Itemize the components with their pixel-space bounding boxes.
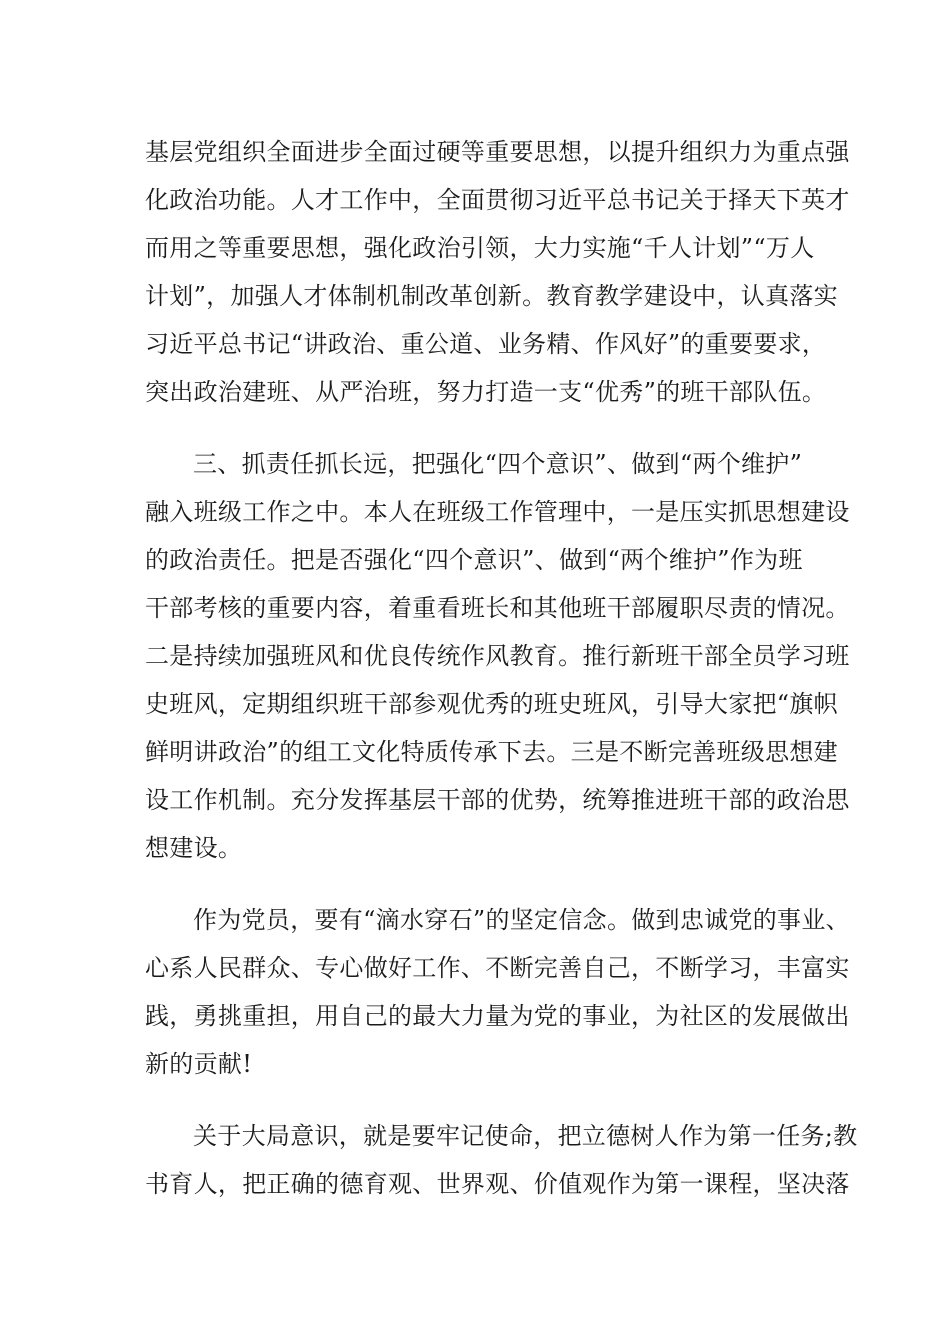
paragraph-line: 基层党组织全面进步全面过硬等重要思想，以提升组织力为重点强 xyxy=(145,138,850,166)
paragraph-line: 设工作机制。充分发挥基层干部的优势，统筹推进班干部的政治思 xyxy=(145,786,850,814)
paragraph-4 xyxy=(145,1112,858,1208)
paragraph-1 xyxy=(145,128,850,416)
paragraph-line: 而用之等重要思想，强化政治引领，大力实施“千人计划”“万人 xyxy=(145,234,815,262)
paragraph-line: 融入班级工作之中。本人在班级工作管理中，一是压实抓思想建设 xyxy=(145,498,850,526)
paragraph-line: 史班风，定期组织班干部参观优秀的班史班风，引导大家把“旗帜 xyxy=(145,690,838,718)
paragraph-line: 新的贡献! xyxy=(145,1050,253,1078)
paragraph-line: 书育人，把正确的德育观、世界观、价值观作为第一课程，坚决落 xyxy=(145,1170,850,1198)
paragraph-line: 关于大局意识，就是要牢记使命，把立德树人作为第一任务;教 xyxy=(193,1122,858,1150)
paragraph-line: 鲜明讲政治”的组工文化特质传承下去。三是不断完善班级思想建 xyxy=(145,738,838,766)
paragraph-3 xyxy=(145,896,850,1088)
paragraph-2 xyxy=(145,440,850,872)
paragraph-line: 践，勇挑重担，用自己的最大力量为党的事业，为社区的发展做出 xyxy=(145,1002,850,1030)
paragraph-line: 干部考核的重要内容，着重看班长和其他班干部履职尽责的情况。 xyxy=(145,594,850,622)
paragraph-line: 想建设。 xyxy=(145,834,243,862)
paragraph-line: 计划”，加强人才体制机制改革创新。教育教学建设中，认真落实 xyxy=(145,282,838,310)
paragraph-line: 三、抓责任抓长远，把强化“四个意识”、做到“两个维护” xyxy=(193,450,803,478)
paragraph-line: 二是持续加强班风和优良传统作风教育。推行新班干部全员学习班 xyxy=(145,642,850,670)
paragraph-line: 习近平总书记“讲政治、重公道、业务精、作风好”的重要要求， xyxy=(145,330,827,358)
paragraph-line: 突出政治建班、从严治班，努力打造一支“优秀”的班干部队伍。 xyxy=(145,378,827,406)
paragraph-line: 的政治责任。把是否强化“四个意识”、做到“两个维护”作为班 xyxy=(145,546,803,574)
paragraph-line: 作为党员，要有“滴水穿石”的坚定信念。做到忠诚党的事业、 xyxy=(193,906,850,934)
paragraph-line: 化政治功能。人才工作中，全面贯彻习近平总书记关于择天下英才 xyxy=(145,186,850,214)
paragraph-line: 心系人民群众、专心做好工作、不断完善自己，不断学习，丰富实 xyxy=(145,954,850,982)
